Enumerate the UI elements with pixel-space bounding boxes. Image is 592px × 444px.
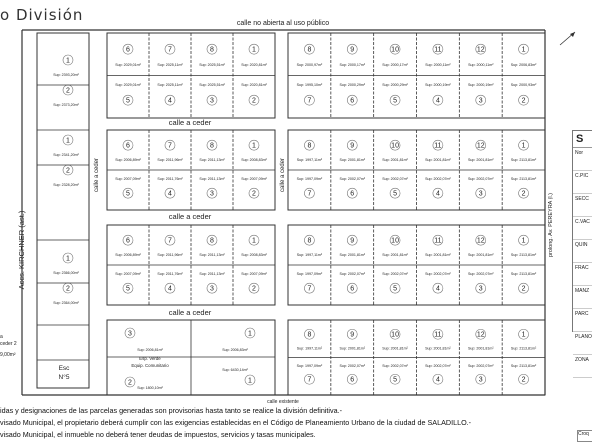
- lot-area: Sup: 2002,07m²: [382, 272, 408, 276]
- lot-area: Sup: 2029,01m²: [115, 63, 141, 68]
- lot-number: 9: [350, 142, 355, 150]
- lot-area: Sup: 2002,07m²: [425, 177, 451, 181]
- lot-area: Sup: 2002,07m²: [467, 177, 494, 181]
- lot-area: Sup: 2002,07m²: [339, 363, 366, 368]
- title-block-row: Nor: [573, 148, 592, 171]
- lot-number: 12: [476, 237, 485, 245]
- lot-area: Sup: 2020,81m²: [241, 83, 267, 88]
- lot-number: 2: [521, 376, 526, 384]
- lot-number: 1: [66, 137, 70, 145]
- lot-area: Sup: 2001,81m²: [467, 346, 494, 351]
- lot-area: Sup: 1997,11m²: [296, 158, 323, 163]
- lot-number: 8: [307, 142, 312, 150]
- street-label-top: calle no abierta al uso público: [236, 20, 330, 27]
- lot-area: Sup: 2011,76m²: [157, 272, 183, 276]
- lot-number: 8: [307, 237, 312, 245]
- lot-area: Sup: 1800,10m²: [137, 386, 163, 390]
- lot-number: 6: [126, 46, 130, 54]
- title-block-row: SECC: [573, 194, 592, 217]
- lot-area: Sup: 2025,51m²: [199, 63, 225, 68]
- lot-number: 12: [476, 331, 485, 339]
- lot-number: 11: [434, 142, 442, 150]
- lot-area: Sup: 2366,00m²: [53, 271, 79, 275]
- lot-number: 2: [66, 87, 70, 95]
- lot-number: 4: [168, 285, 172, 293]
- lot-number: 3: [210, 97, 214, 105]
- lot-area: Sup: 2011,13m²: [199, 158, 225, 163]
- lot-number: 5: [393, 285, 398, 293]
- lot-area: Sup: 2364,00m²: [53, 301, 79, 305]
- lot-number: 6: [350, 97, 355, 105]
- lot-number: 1: [521, 237, 526, 245]
- lot-area: Sup: 2001,81m²: [425, 158, 451, 163]
- lot-number: 2: [521, 97, 526, 105]
- lot-area: Sup: 2011,13m²: [199, 253, 225, 258]
- lot-area: Sup: 2393,20m²: [53, 73, 79, 77]
- lot-area: Sup: 1995,10m²: [296, 83, 323, 88]
- lot-number: 1: [66, 57, 70, 65]
- fragment-label: ceder 2: [0, 341, 17, 347]
- lot-number: 6: [350, 190, 355, 198]
- lot-number: 1: [66, 255, 70, 263]
- lot-area: Sup: 2000,19m²: [467, 83, 494, 88]
- lot-area: Sup: 2008,83m²: [241, 253, 267, 258]
- title-block-row: C.PIC: [573, 171, 592, 194]
- lot-number: 5: [126, 97, 130, 105]
- street-label-bottom: calle existente: [267, 399, 299, 405]
- lot-area: Sup: 2007,09m²: [241, 272, 267, 276]
- lot-number: 9: [350, 237, 355, 245]
- lot-area: Sup: 2001,81m²: [425, 346, 451, 351]
- lot-number: 10: [391, 237, 399, 245]
- lot-number: 11: [434, 46, 442, 54]
- lot-number: 3: [128, 330, 132, 338]
- lot-area: Sup: 2113,81m²: [510, 346, 537, 351]
- lot-area: Sup: 2373,20m²: [53, 103, 79, 107]
- lot-area: Sup: 2000,19m²: [425, 83, 451, 88]
- lot-area: Sup: 1997,09m²: [296, 177, 323, 181]
- lot-number: 1: [521, 142, 526, 150]
- lot-area: Sup: 2002,07m²: [382, 363, 408, 368]
- lot-number: 10: [391, 142, 399, 150]
- lot-number: 2: [252, 285, 256, 293]
- title-block-row: MANZ: [573, 286, 592, 309]
- lot-number: 8: [307, 46, 312, 54]
- lot-number: 4: [435, 376, 440, 384]
- school-label: Esc: [58, 365, 70, 372]
- lot-area: Sup: 6430,14m²: [222, 368, 248, 372]
- lot-area: Sup: 1997,09m²: [296, 363, 323, 368]
- lot-number: 9: [350, 331, 355, 339]
- lot-number: 6: [126, 142, 130, 150]
- lot-area: Sup: 2011,96m²: [157, 253, 183, 258]
- lot-area: Sup: 2007,09m²: [241, 177, 267, 181]
- lot-number: 1: [248, 330, 252, 338]
- lot-area: Sup: 2000,29m²: [382, 83, 408, 88]
- fragment-label: 9,00m²: [0, 352, 16, 358]
- lot-number: 7: [307, 285, 312, 293]
- lot-number: 1: [252, 237, 256, 245]
- lot-number: 6: [126, 237, 130, 245]
- lot-area: Sup: 2001,81m²: [382, 158, 408, 163]
- lot-area: Sup: 2001,81m²: [339, 158, 366, 163]
- lot-area: Sup: 2002,07m²: [467, 272, 494, 276]
- lot-area: Sup: 2011,13m²: [199, 177, 225, 181]
- lot-number: 2: [252, 97, 256, 105]
- croquis-box: Croq: [577, 430, 592, 442]
- title-block-panel: [572, 130, 592, 363]
- street-label-vertical: calle a ceder: [280, 157, 286, 193]
- lot-number: 4: [435, 285, 440, 293]
- left-column-strip: [37, 33, 89, 388]
- lot-area: Sup: 2008,83m²: [241, 158, 267, 163]
- title-block-row: C.VAC: [573, 217, 592, 240]
- lot-number: 7: [307, 190, 312, 198]
- lot-area: Sup: 2002,07m²: [425, 363, 451, 368]
- lot-number: 2: [252, 190, 256, 198]
- lot-area: Sup: 2011,76m²: [157, 177, 183, 181]
- lot-number: 7: [168, 142, 172, 150]
- lot-number: 5: [126, 285, 130, 293]
- note-line-1: idas y designaciones de las parcelas generadas son provisorias hasta tanto se realice la división definitiva.-: [0, 406, 342, 415]
- lot-number: 3: [210, 190, 214, 198]
- lot-area: Sup: 2001,81m²: [467, 253, 494, 258]
- lot-number: 7: [168, 237, 172, 245]
- lot-number: 2: [128, 379, 132, 387]
- lot-area: Sup: 1997,11m²: [296, 253, 323, 258]
- lot-area: Sup: 2001,81m²: [467, 158, 494, 163]
- lot-area: Sup: 2020,81m²: [241, 63, 267, 68]
- lot-area: Sup: 2011,96m²: [157, 158, 183, 163]
- street-label: calle a ceder: [168, 212, 212, 221]
- lot-area: Sup: 2002,07m²: [425, 272, 451, 276]
- title-block-row: QUIN: [573, 240, 592, 263]
- lot-number: 4: [168, 190, 172, 198]
- lot-number: 8: [307, 331, 312, 339]
- lot-area: Sup: 2006,83m²: [222, 348, 248, 352]
- lot-area: Sup: 2025,11m²: [157, 63, 183, 68]
- lot-area: Sup: 2011,13m²: [199, 272, 225, 276]
- lot-number: 7: [307, 97, 312, 105]
- lot-number: 2: [521, 285, 526, 293]
- lot-number: 6: [350, 376, 355, 384]
- lot-number: 7: [307, 376, 312, 384]
- lot-area: Sup: 1997,09m²: [296, 272, 323, 276]
- lot-area: Sup: 2025,51m²: [199, 83, 225, 88]
- note-line-2: visado Municipal, el propietario deberá cumplir con las exigencias establecidas en el Código de Planeamiento Urbano de la ciudad de SALADILLO.-: [0, 418, 472, 427]
- lot-number: 3: [210, 285, 214, 293]
- lot-number: 11: [434, 237, 442, 245]
- lot-number: 5: [393, 97, 398, 105]
- lot-number: 8: [210, 237, 214, 245]
- lot-number: 2: [66, 285, 70, 293]
- lot-number: 8: [210, 142, 214, 150]
- lot-number: 3: [478, 190, 483, 198]
- lot-area: Sup: 1997,11m²: [296, 346, 323, 351]
- lot-number: 10: [391, 46, 399, 54]
- street-label-vertical: Accs. KIRCHNER (ast.): [17, 210, 26, 290]
- lot-area: Sup: 2001,81m²: [382, 253, 408, 258]
- school-number: N°5: [58, 374, 70, 381]
- lot-area: Sup: 2000,97m²: [296, 63, 323, 68]
- lot-number: 1: [521, 331, 526, 339]
- title-block-row: PLANO: [573, 332, 592, 355]
- page-title: o División: [0, 6, 84, 24]
- lot-number: 2: [66, 167, 70, 175]
- title-block-header: S: [573, 131, 592, 148]
- lot-area: Sup: 2006,83m²: [510, 63, 537, 68]
- lot-number: 10: [391, 331, 399, 339]
- lot-area: Sup: 2001,81m²: [339, 346, 366, 351]
- lot-number: 3: [478, 97, 483, 105]
- lot-number: 1: [521, 46, 526, 54]
- lot-area: Sup: 2000,29m²: [339, 83, 366, 88]
- north-arrow-icon: [570, 32, 575, 37]
- street-label-vertical: calle a ceder: [94, 157, 100, 193]
- lot-number: 2: [521, 190, 526, 198]
- lot-number: 12: [476, 142, 485, 150]
- lot-area: Sup: 2006,89m²: [115, 253, 141, 258]
- notes-block: [0, 405, 592, 441]
- lot-area: Sup: 2113,81m²: [510, 158, 537, 163]
- lot-number: 7: [168, 46, 172, 54]
- lot-number: 5: [393, 376, 398, 384]
- lot-number: 11: [434, 331, 442, 339]
- lot-area: Sup: 2006,81m²: [137, 348, 163, 352]
- lot-area: Sup: 2001,81m²: [382, 346, 408, 351]
- note-line-3: visado Municipal, el inmueble no deberá tener deudas de impuestos, servicios y tasas municipales.: [0, 430, 316, 439]
- lot-area: Sup: 2001,81m²: [339, 253, 366, 258]
- lot-area: Sup: 2328,20m²: [53, 183, 79, 187]
- title-block-row: FRAC: [573, 263, 592, 286]
- lot-area: Sup: 2006,89m²: [115, 158, 141, 163]
- lot-area: Sup: 2001,81m²: [425, 253, 451, 258]
- street-label-vertical: prolong. Av. PEREYRA (l.): [548, 193, 554, 257]
- lot-area: Sup: 2000,11m²: [468, 63, 494, 68]
- lot-area: Sup: 2000,17m²: [382, 63, 408, 68]
- lot-area: Sup: 2000,93m²: [510, 83, 537, 88]
- lot-number: 4: [435, 97, 440, 105]
- green-space-label: Equip. Comunitario: [131, 363, 169, 368]
- lot-number: 4: [435, 190, 440, 198]
- lot-number: 8: [210, 46, 214, 54]
- lot-number: 3: [478, 376, 483, 384]
- lot-number: 6: [350, 285, 355, 293]
- lot-number: 1: [248, 377, 252, 385]
- lot-area: Sup: 2341,20m²: [53, 153, 79, 157]
- lot-number: 1: [252, 142, 256, 150]
- lot-number: 5: [126, 190, 130, 198]
- fragment-label: a: [0, 334, 3, 340]
- lot-area: Sup: 2025,11m²: [157, 83, 183, 88]
- lot-number: 4: [168, 97, 172, 105]
- lot-area: Sup: 2002,07m²: [382, 177, 408, 181]
- lot-area: Sup: 2002,07m²: [339, 177, 366, 181]
- lot-number: 1: [252, 46, 256, 54]
- lot-area: Sup: 2113,81m²: [510, 363, 537, 368]
- lot-area: Sup: 2000,17m²: [339, 63, 366, 68]
- lot-area: Sup: 2029,01m²: [115, 83, 141, 88]
- lot-area: Sup: 2113,81m²: [510, 272, 537, 276]
- lot-area: Sup: 2113,81m²: [510, 177, 537, 181]
- lot-area: Sup: 2002,07m²: [467, 363, 494, 368]
- lot-number: 12: [476, 46, 485, 54]
- title-block-row: ZONA: [573, 355, 592, 378]
- street-label: calle a ceder: [168, 308, 212, 317]
- lot-area: Sup: 2007,09m²: [115, 177, 141, 181]
- lot-number: 5: [393, 190, 398, 198]
- street-label: calle a ceder: [168, 118, 212, 127]
- title-block-row: PARC: [573, 309, 592, 332]
- lot-area: Sup: 2113,81m²: [510, 253, 537, 258]
- lot-number: 9: [350, 46, 355, 54]
- green-space-label: Esp. Verde: [139, 356, 161, 361]
- lot-area: Sup: 2002,07m²: [339, 272, 366, 276]
- lot-area: Sup: 2000,11m²: [425, 63, 451, 68]
- lot-number: 3: [478, 285, 483, 293]
- lot-area: Sup: 2007,09m²: [115, 272, 141, 276]
